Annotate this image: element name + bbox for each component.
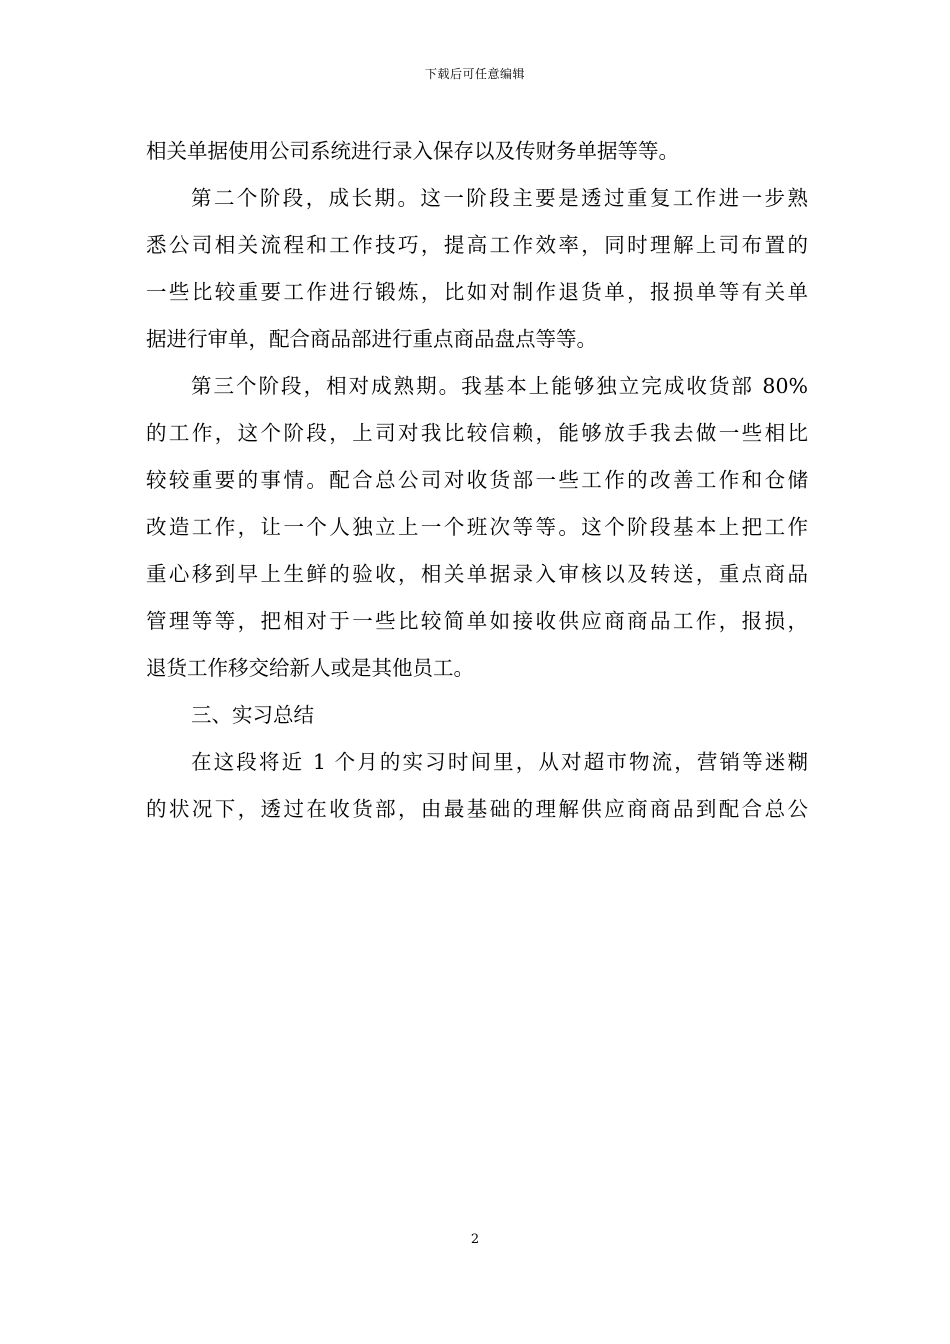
text-line: 在这段将近 1 个月的实习时间里，从对超市物流，营销等迷糊	[191, 750, 808, 774]
text-line: 管理等等，把相对于一些比较简单如接收供应商商品工作，报损，	[146, 609, 808, 633]
text-line: 较较重要的事情。配合总公司对收货部一些工作的改善工作和仓储	[146, 468, 808, 492]
text-line: 相关单据使用公司系统进行录入保存以及传财务单据等等。	[146, 139, 679, 163]
section-heading	[146, 692, 808, 739]
text-line: 重心移到早上生鲜的验收，相关单据录入审核以及转送，重点商品	[146, 562, 808, 586]
text-line: 一些比较重要工作进行锻炼，比如对制作退货单，报损单等有关单	[146, 280, 808, 304]
section-heading-text: 三、实习总结	[191, 703, 314, 727]
text-line: 第二个阶段，成长期。这一阶段主要是透过重复工作进一步熟	[191, 186, 808, 210]
text-line: 悉公司相关流程和工作技巧，提高工作效率，同时理解上司布置的	[146, 233, 808, 257]
paragraph-2	[146, 175, 808, 363]
paragraph-3	[146, 363, 808, 692]
text-line: 第三个阶段，相对成熟期。我基本上能够独立完成收货部 80%	[191, 374, 808, 398]
page-header: 下载后可任意编辑	[424, 67, 525, 81]
document-body	[146, 128, 808, 833]
paragraph-1	[146, 128, 808, 175]
page-number: 2	[470, 1232, 480, 1247]
text-line: 据进行审单，配合商品部进行重点商品盘点等等。	[146, 327, 597, 351]
text-line: 改造工作，让一个人独立上一个班次等等。这个阶段基本上把工作	[146, 515, 808, 539]
text-line: 的工作，这个阶段，上司对我比较信赖，能够放手我去做一些相比	[146, 421, 808, 445]
paragraph-4	[146, 739, 808, 833]
text-line: 的状况下，透过在收货部，由最基础的理解供应商商品到配合总公	[146, 797, 808, 821]
text-line: 退货工作移交给新人或是其他员工。	[146, 656, 474, 680]
